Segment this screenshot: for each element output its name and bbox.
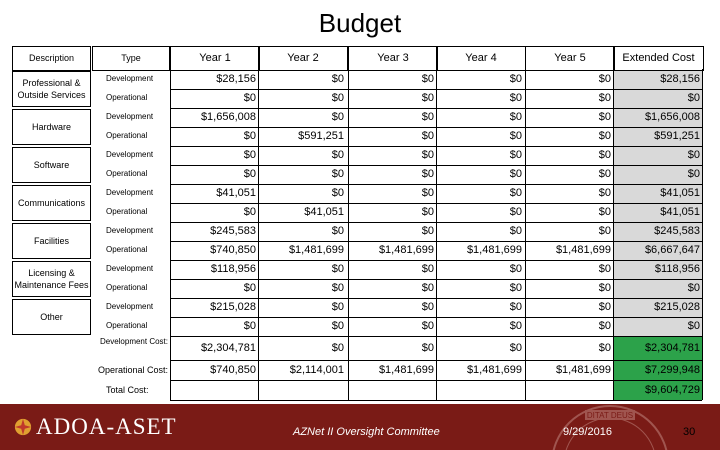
total-cost-label: Total Cost: [106,385,149,395]
type-label: Development [106,226,154,235]
cell-value: $118,956 [210,263,256,275]
cell-value: $1,481,699 [288,244,344,256]
extended-cost-value: $245,583 [613,222,702,241]
cell-value: $0 [243,130,256,142]
cell-value: $0 [421,263,434,275]
cell-value: $28,156 [216,73,256,85]
cell-value: $245,583 [210,225,256,237]
development-total-value: $0 [421,342,434,354]
year-header: Year 2 [258,46,348,71]
grid-line-horizontal [170,360,702,361]
cell-value: $0 [598,320,611,332]
grid-line-horizontal [170,222,702,223]
committee-name: AZNet II Oversight Committee [293,426,440,438]
extended-cost-value: $0 [613,317,702,336]
cell-value: $740,850 [210,244,256,256]
type-label: Operational [106,207,148,216]
cell-value: $41,051 [304,206,344,218]
development-total-value: $0 [331,342,344,354]
category-label: Communications [12,185,91,221]
cell-value: $0 [421,149,434,161]
extended-cost-value: $0 [613,146,702,165]
grid-line-horizontal [170,108,702,109]
cell-value: $0 [331,225,344,237]
cell-value: $0 [243,320,256,332]
cell-value: $0 [421,320,434,332]
operational-total-extended: $7,299,948 [613,361,702,380]
grid-line-horizontal [170,203,702,204]
cell-value: $0 [331,301,344,313]
cell-value: $0 [598,168,611,180]
extended-cost-value: $0 [613,89,702,108]
cell-value: $0 [421,73,434,85]
cell-value: $0 [421,168,434,180]
grid-line-horizontal [170,127,702,128]
operational-total-value: $1,481,699 [378,364,434,376]
type-label: Development [106,264,154,273]
cell-value: $0 [598,187,611,199]
cell-value: $0 [509,282,522,294]
development-total-value: $0 [598,342,611,354]
cell-value: $0 [331,92,344,104]
type-label: Development [106,150,154,159]
development-total-value: $2,304,781 [200,342,256,354]
cell-value: $1,481,699 [555,244,611,256]
cell-value: $0 [509,187,522,199]
cell-value: $41,051 [216,187,256,199]
grid-line-vertical [348,69,349,400]
cell-value: $0 [331,263,344,275]
type-label: Development [106,302,154,311]
type-label: Operational [106,93,148,102]
cell-value: $0 [331,111,344,123]
type-header: Type [92,46,170,71]
grid-line-horizontal [170,165,702,166]
total-cost-value: $9,604,729 [613,381,702,400]
type-label: Development [106,74,154,83]
extended-cost-value: $41,051 [613,184,702,203]
extended-cost-value: $0 [613,165,702,184]
type-label: Operational [106,321,148,330]
cell-value: $591,251 [298,130,344,142]
cell-value: $0 [598,92,611,104]
grid-line-vertical [525,69,526,400]
cell-value: $0 [509,130,522,142]
cell-value: $0 [331,187,344,199]
cell-value: $0 [243,149,256,161]
category-label: Licensing & Maintenance Fees [12,261,91,297]
cell-value: $0 [421,130,434,142]
operational-total-value: $2,114,001 [289,364,344,376]
development-total-extended: $2,304,781 [613,336,702,361]
cell-value: $0 [421,92,434,104]
extended-cost-header: Extended Cost [613,46,704,71]
cell-value: $0 [243,92,256,104]
extended-cost-value: $591,251 [613,127,702,146]
cell-value: $0 [331,320,344,332]
type-label: Operational [106,245,148,254]
category-label: Software [12,147,91,183]
grid-line-horizontal [170,241,702,242]
cell-value: $0 [331,149,344,161]
cell-value: $1,656,008 [200,111,256,123]
grid-line-horizontal [170,317,702,318]
cell-value: $0 [509,111,522,123]
cell-value: $0 [421,225,434,237]
cell-value: $0 [421,301,434,313]
operational-total-value: $740,850 [210,364,256,376]
cell-value: $0 [598,130,611,142]
cell-value: $0 [509,73,522,85]
cell-value: $0 [243,168,256,180]
development-cost-label: Development Cost: [99,337,168,346]
cell-value: $0 [598,282,611,294]
operational-total-value: $1,481,699 [555,364,611,376]
cell-value: $0 [421,187,434,199]
page-number: 30 [683,426,696,438]
year-header: Year 3 [348,46,438,71]
category-label: Facilities [12,223,91,259]
operational-cost-label: Operational Cost: [97,365,168,375]
cell-value: $0 [243,282,256,294]
extended-cost-value: $28,156 [613,70,702,89]
development-total-value: $0 [509,342,522,354]
cell-value: $0 [509,92,522,104]
cell-value: $215,028 [210,301,256,313]
type-label: Operational [106,283,148,292]
cell-value: $0 [509,320,522,332]
grid-line-vertical [702,69,703,400]
year-header: Year 1 [170,46,260,71]
type-label: Development [106,112,154,121]
cell-value: $0 [331,282,344,294]
grid-line-horizontal [170,260,702,261]
type-label: Development [106,188,154,197]
grid-line-horizontal [170,184,702,185]
cell-value: $0 [598,301,611,313]
category-label: Professional & Outside Services [12,71,91,107]
grid-line-vertical [170,69,171,400]
cell-value: $0 [331,73,344,85]
description-header: Description [12,46,91,71]
seal-motto: DITAT DEUS [586,411,634,420]
year-header: Year 4 [436,46,526,71]
cell-value: $0 [598,206,611,218]
extended-cost-value: $118,956 [613,260,702,279]
category-label: Other [12,299,91,335]
cell-value: $1,481,699 [378,244,434,256]
cell-value: $0 [509,225,522,237]
grid-line-horizontal [170,146,702,147]
extended-cost-value: $41,051 [613,203,702,222]
arizona-star-icon [14,418,32,436]
operational-total-value: $1,481,699 [466,364,522,376]
cell-value: $0 [243,206,256,218]
grid-line-horizontal [170,380,702,381]
cell-value: $0 [598,263,611,275]
grid-line-horizontal [170,89,702,90]
type-label: Operational [106,131,148,140]
cell-value: $1,481,699 [466,244,522,256]
page-title: Budget [318,8,402,38]
extended-cost-value: $1,656,008 [613,108,702,127]
grid-line-vertical [613,69,614,400]
grid-line-vertical [258,69,259,400]
extended-cost-value: $0 [613,279,702,298]
cell-value: $0 [509,263,522,275]
cell-value: $0 [421,206,434,218]
footer-date: 9/29/2016 [563,426,612,438]
cell-value: $0 [509,149,522,161]
cell-value: $0 [598,111,611,123]
category-label: Hardware [12,109,91,145]
cell-value: $0 [421,282,434,294]
grid-line-horizontal [170,70,702,71]
cell-value: $0 [598,149,611,161]
extended-cost-value: $215,028 [613,298,702,317]
adoa-aset-logo: ADOA-ASET [36,414,177,439]
type-label: Operational [106,169,148,178]
cell-value: $0 [598,225,611,237]
year-header: Year 5 [525,46,615,71]
extended-cost-value: $6,667,647 [613,241,702,260]
grid-line-vertical [436,69,437,400]
cell-value: $0 [598,73,611,85]
cell-value: $0 [331,168,344,180]
cell-value: $0 [421,111,434,123]
cell-value: $0 [509,168,522,180]
grid-line-horizontal [170,400,702,401]
grid-line-horizontal [170,336,702,337]
cell-value: $0 [509,301,522,313]
cell-value: $0 [509,206,522,218]
grid-line-horizontal [170,279,702,280]
grid-line-horizontal [170,298,702,299]
